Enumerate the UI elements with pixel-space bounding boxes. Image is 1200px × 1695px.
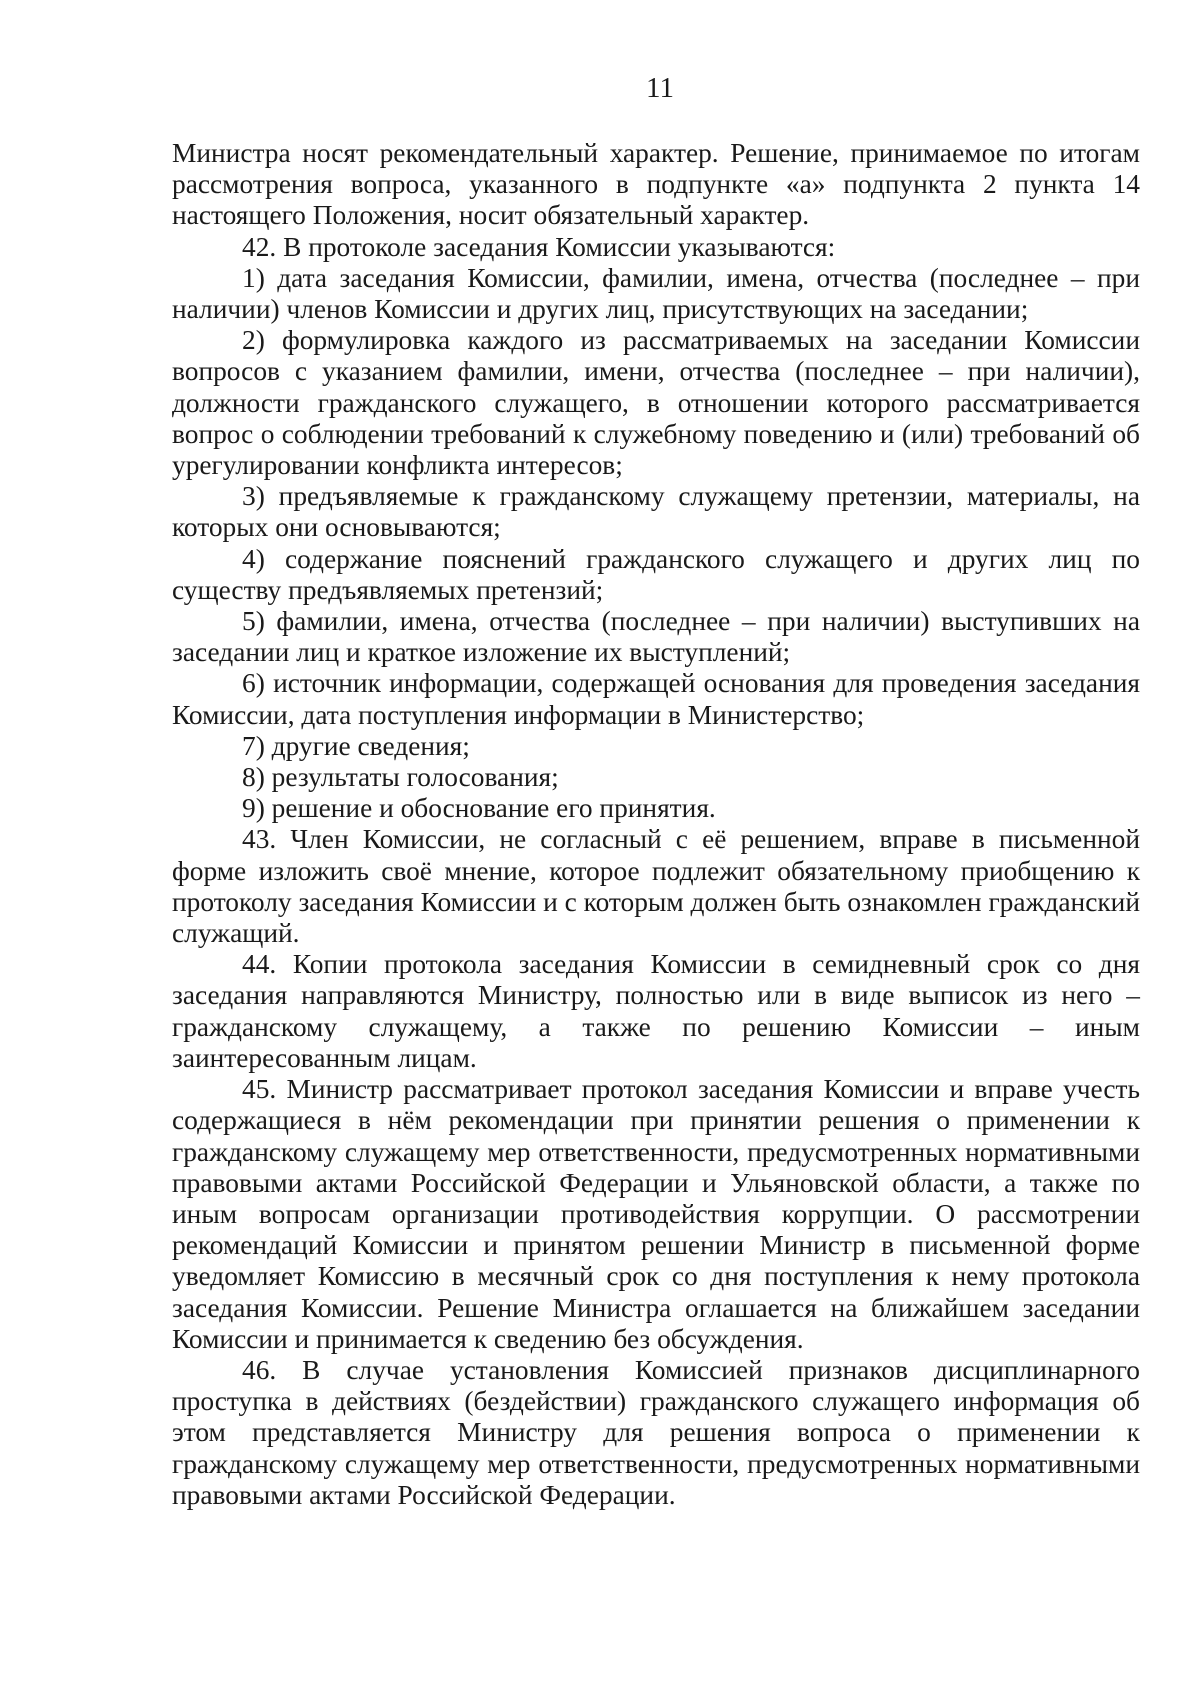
paragraph-44: 44. Копии протокола заседания Комиссии в семидневный срок со дня заседания направляются Министру, полностью или в виде выписок из него – гражданскому служащему, а также по решению Комиссии – иным заинтересованным лицам.	[172, 949, 1140, 1073]
paragraph-46: 46. В случае установления Комиссией признаков дисциплинарного проступка в действиях (бездействии) гражданского служащего информация об этом представляется Министру для решения вопроса о применении к гражданскому служащему мер ответственности, предусмотренных нормативными правовыми актами Российской Федерации.	[172, 1354, 1140, 1510]
list-item-7: 7) другие сведения;	[242, 730, 470, 761]
document-body	[172, 138, 1140, 1511]
page-number: 11	[646, 72, 674, 104]
paragraph-45: 45. Министр рассматривает протокол заседания Комиссии и вправе учесть содержащиеся в нём рекомендации при принятии решения о применении к гражданскому служащему мер ответственности, предусмотренных нормативными правовыми актами Российской Федерации и Ульяновской области, а также по иным вопросам организации противодействия коррупции. О рассмотрении рекомендаций Комиссии и принятом решении Министр в письменной форме уведомляет Комиссию в месячный срок со дня поступления к нему протокола заседания Комиссии. Решение Министра оглашается на ближайшем заседании Комиссии и принимается к сведению без обсуждения.	[172, 1074, 1140, 1354]
list-item-6: 6) источник информации, содержащей основания для проведения заседания Комиссии, дата поступления информации в Министерство;	[172, 668, 1140, 730]
list-item-3: 3) предъявляемые к гражданскому служащему претензии, материалы, на которых они основываются;	[172, 481, 1140, 543]
paragraph-continuation: Министра носят рекомендательный характер. Решение, принимаемое по итогам рассмотрения вопроса, указанного в подпункте «а» подпункта 2 пункта 14 настоящего Положения, носит обязательный характер.	[172, 138, 1140, 231]
list-item-2: 2) формулировка каждого из рассматриваемых на заседании Комиссии вопросов с указанием фамилии, имени, отчества (последнее – при наличии), должности гражданского служащего, в отношении которого рассматривается вопрос о соблюдении требований к служебному поведению и (или) требований об урегулировании конфликта интересов;	[172, 325, 1140, 481]
list-item-5: 5) фамилии, имена, отчества (последнее – при наличии) выступивших на заседании лиц и краткое изложение их выступлений;	[172, 606, 1140, 668]
list-item-4: 4) содержание пояснений гражданского служащего и других лиц по существу предъявляемых претензий;	[172, 543, 1140, 605]
list-item-1: 1) дата заседания Комиссии, фамилии, имена, отчества (последнее – при наличии) членов Комиссии и других лиц, присутствующих на заседании;	[172, 262, 1140, 325]
paragraph-43: 43. Член Комиссии, не согласный с её решением, вправе в письменной форме изложить своё мнение, которое подлежит обязательному приобщению к протоколу заседания Комиссии и с которым должен быть ознакомлен гражданский служащий.	[172, 824, 1140, 949]
paragraph-42: 42. В протоколе заседания Комиссии указываются:	[242, 231, 836, 262]
list-item-9: 9) решение и обоснование его принятия.	[242, 793, 716, 824]
list-item-8: 8) результаты голосования;	[242, 762, 559, 793]
